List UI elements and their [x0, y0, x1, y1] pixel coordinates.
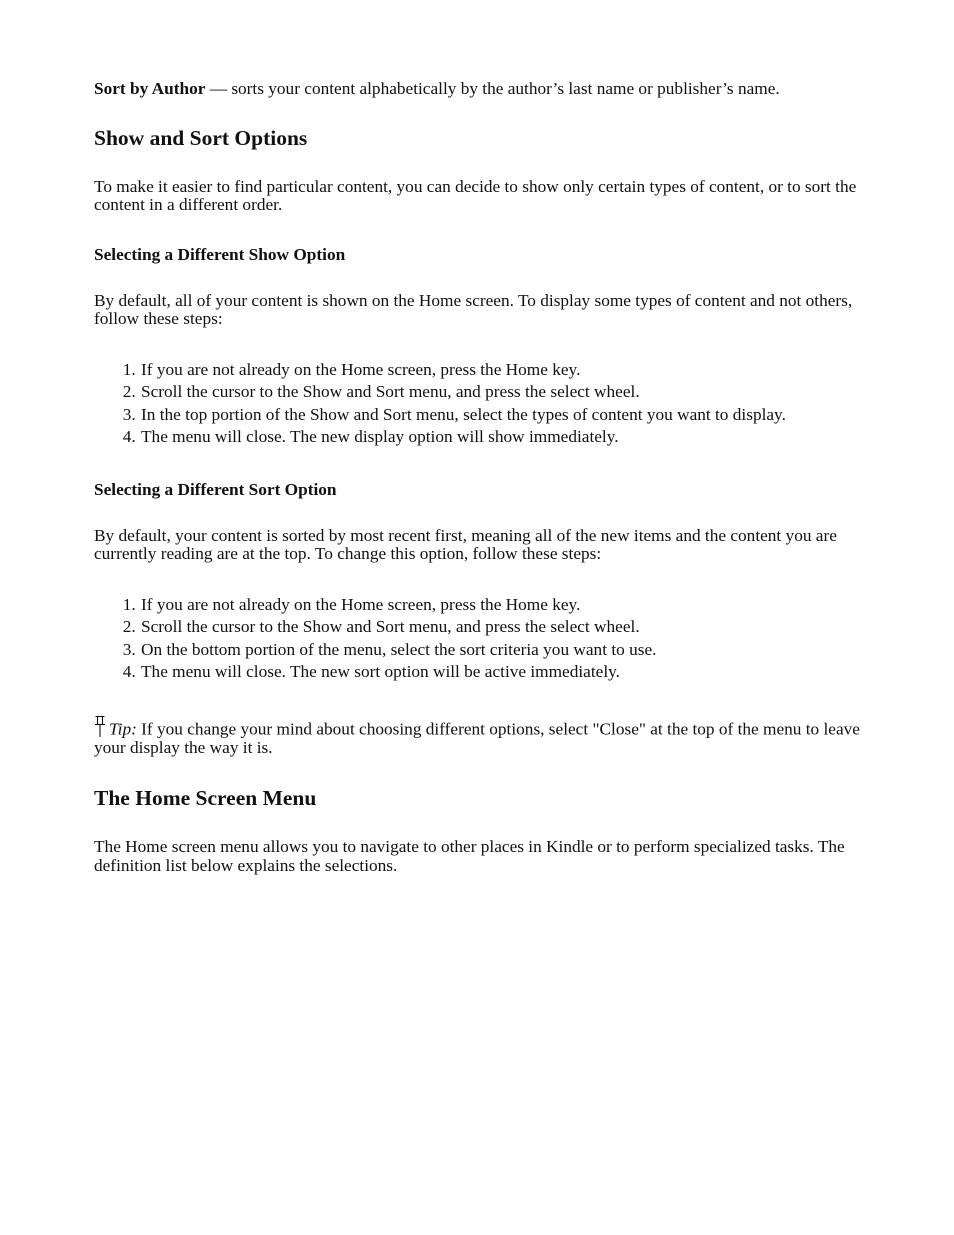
definition-text: sorts your content alphabetically by the author’s last name or publisher’s name. [231, 79, 780, 98]
list-item: 3. In the top portion of the Show and Sort menu, select the types of content you want to display. [140, 404, 874, 427]
sort-by-author-definition [94, 80, 874, 99]
show-sort-intro: To make it easier to find particular content, you can decide to show only certain types of content, or to sort the content in a different order. [94, 176, 857, 214]
list-item: 1. If you are not already on the Home screen, press the Home key. [140, 359, 874, 382]
list-item: 2. Scroll the cursor to the Show and Sort menu, and press the select wheel. [140, 381, 874, 404]
sort-option-intro: By default, your content is sorted by most recent first, meaning all of the new items and the content you are currently reading are at the top. To change this option, follow these steps: [94, 525, 837, 563]
list-item: 1. If you are not already on the Home screen, press the Home key. [140, 594, 874, 617]
sort-option-heading: Selecting a Different Sort Option [94, 479, 337, 499]
list-item: 2. Scroll the cursor to the Show and Sort menu, and press the select wheel. [140, 616, 874, 639]
show-sort-heading: Show and Sort Options [94, 125, 308, 150]
pushpin-icon [94, 715, 106, 739]
definition-term: Sort by Author [94, 79, 206, 98]
document-page [94, 80, 874, 875]
list-item: 3. On the bottom portion of the menu, select the sort criteria you want to use. [140, 639, 874, 662]
tip-label: Tip: [109, 719, 137, 738]
show-option-intro: By default, all of your content is shown on the Home screen. To display some types of content and not others, follow these steps: [94, 290, 853, 328]
definition-dash: — [205, 79, 232, 98]
home-menu-heading: The Home Screen Menu [94, 786, 317, 810]
tip-paragraph [94, 715, 874, 758]
list-item: 4. The menu will close. The new sort option will be active immediately. [140, 661, 874, 684]
home-menu-intro: The Home screen menu allows you to navigate to other places in Kindle or to perform specialized tasks. The definition list below explains the selections. [94, 837, 845, 875]
show-option-heading: Selecting a Different Show Option [94, 244, 346, 264]
list-item: 4. The menu will close. The new display option will show immediately. [140, 426, 874, 449]
tip-text: If you change your mind about choosing different options, select "Close" at the top of the menu to leave your display the way it is. [94, 719, 860, 757]
show-option-steps [94, 359, 874, 449]
sort-option-steps [94, 594, 874, 684]
